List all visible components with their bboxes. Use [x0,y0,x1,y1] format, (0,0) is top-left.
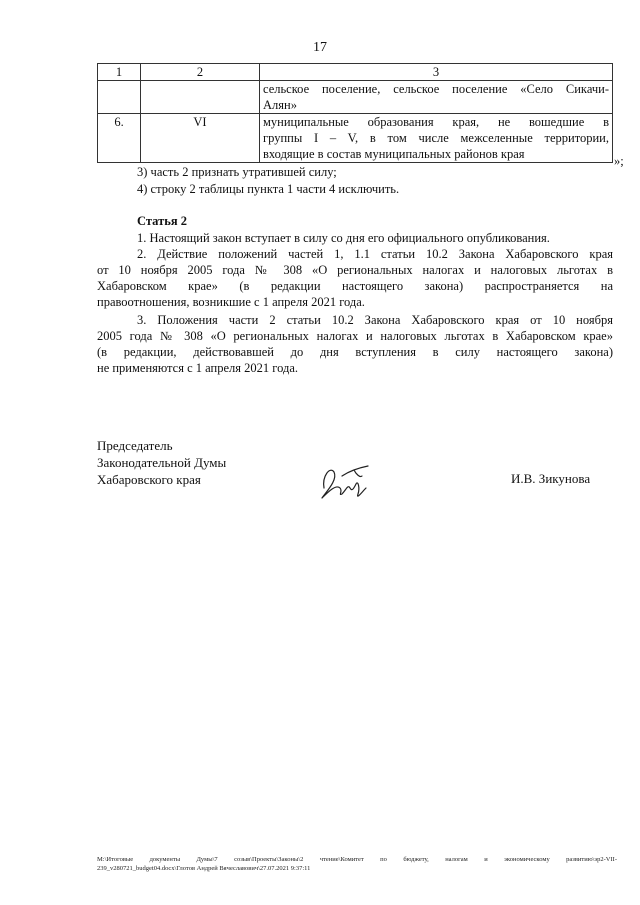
footer-line: 239_v280721_budget04.docx\Глотов Андрей Вячеславович\27.07.2021 9:37:11 [97,865,311,872]
article-2-paragraph-1: 1. Настоящий закон вступает в силу со дня его официального опубликования. [137,231,550,245]
paragraph-line: Хабаровском крае» (в редакции настоящего закона) распространяется на [97,279,613,293]
table-end-mark: »; [614,154,624,168]
paragraph-line: не применяются с 1 апреля 2021 года. [97,361,298,375]
signatory-title-line: Председатель [97,438,173,453]
item-3: 3) часть 2 признать утратившей силу; [137,165,337,179]
handwritten-signature [316,458,372,504]
table-header-cell: 2 [141,64,260,81]
table-cell [260,81,613,114]
paragraph-line: 2. Действие положений частей 1, 1.1 статьи 10.2 Закона Хабаровского края [137,247,613,261]
paragraph-line: 2005 года № 308 «О региональных налогах и налоговых льготах в Хабаровском крае» [97,329,613,343]
table-row [98,81,613,114]
table-header-cell: 3 [260,64,613,81]
footer-line: М:\Итоговые документы Думы\7 созыв\Проекты\Законы\2 чтение\Комитет по бюджету, налогам и экономическому развитию\эр2-VII- [97,856,617,863]
row-number-cell: 6. [98,114,141,163]
paragraph-line: (в редакции, действовавшей до дня вступления в силу настоящего закона) [97,345,613,359]
paragraph-line: от 10 ноября 2005 года № 308 «О региональных налогах и налоговых льготах в [97,263,613,277]
paragraph-line: 3. Положения части 2 статьи 10.2 Закона Хабаровского края от 10 ноября [137,313,613,327]
cell-text-line: Алян» [263,98,297,112]
item-4: 4) строку 2 таблицы пункта 1 части 4 исключить. [137,182,400,196]
article-2-paragraph-2 [97,246,613,310]
file-path-footer [97,855,617,873]
page-number: 17 [313,40,327,55]
cell-text-line: входящие в состав муниципальных районов края [263,147,525,161]
tax-groups-table [97,63,613,163]
table-header-row [98,64,613,81]
cell-text-line: группы I – V, в том числе межселенные территории, [263,131,609,145]
table-cell [260,114,613,163]
table-row [98,114,613,163]
signatory-title-line: Законодательной Думы [97,455,227,470]
article-2-paragraph-3 [97,312,613,376]
article-2-heading: Статья 2 [137,214,187,228]
group-cell: VI [141,114,260,163]
table-cell [98,81,141,114]
signatory-title-line: Хабаровского края [97,472,201,487]
cell-text-line: муниципальные образования края, не вошедшие в [263,115,609,129]
table-header-cell: 1 [98,64,141,81]
cell-text-line: сельское поселение, сельское поселение «Село Сикачи- [263,82,609,96]
table-cell [141,81,260,114]
paragraph-line: правоотношения, возникшие с 1 апреля 2021 года. [97,295,365,309]
signatory-title [97,437,226,488]
signatory-name: И.В. Зикунова [511,471,591,486]
